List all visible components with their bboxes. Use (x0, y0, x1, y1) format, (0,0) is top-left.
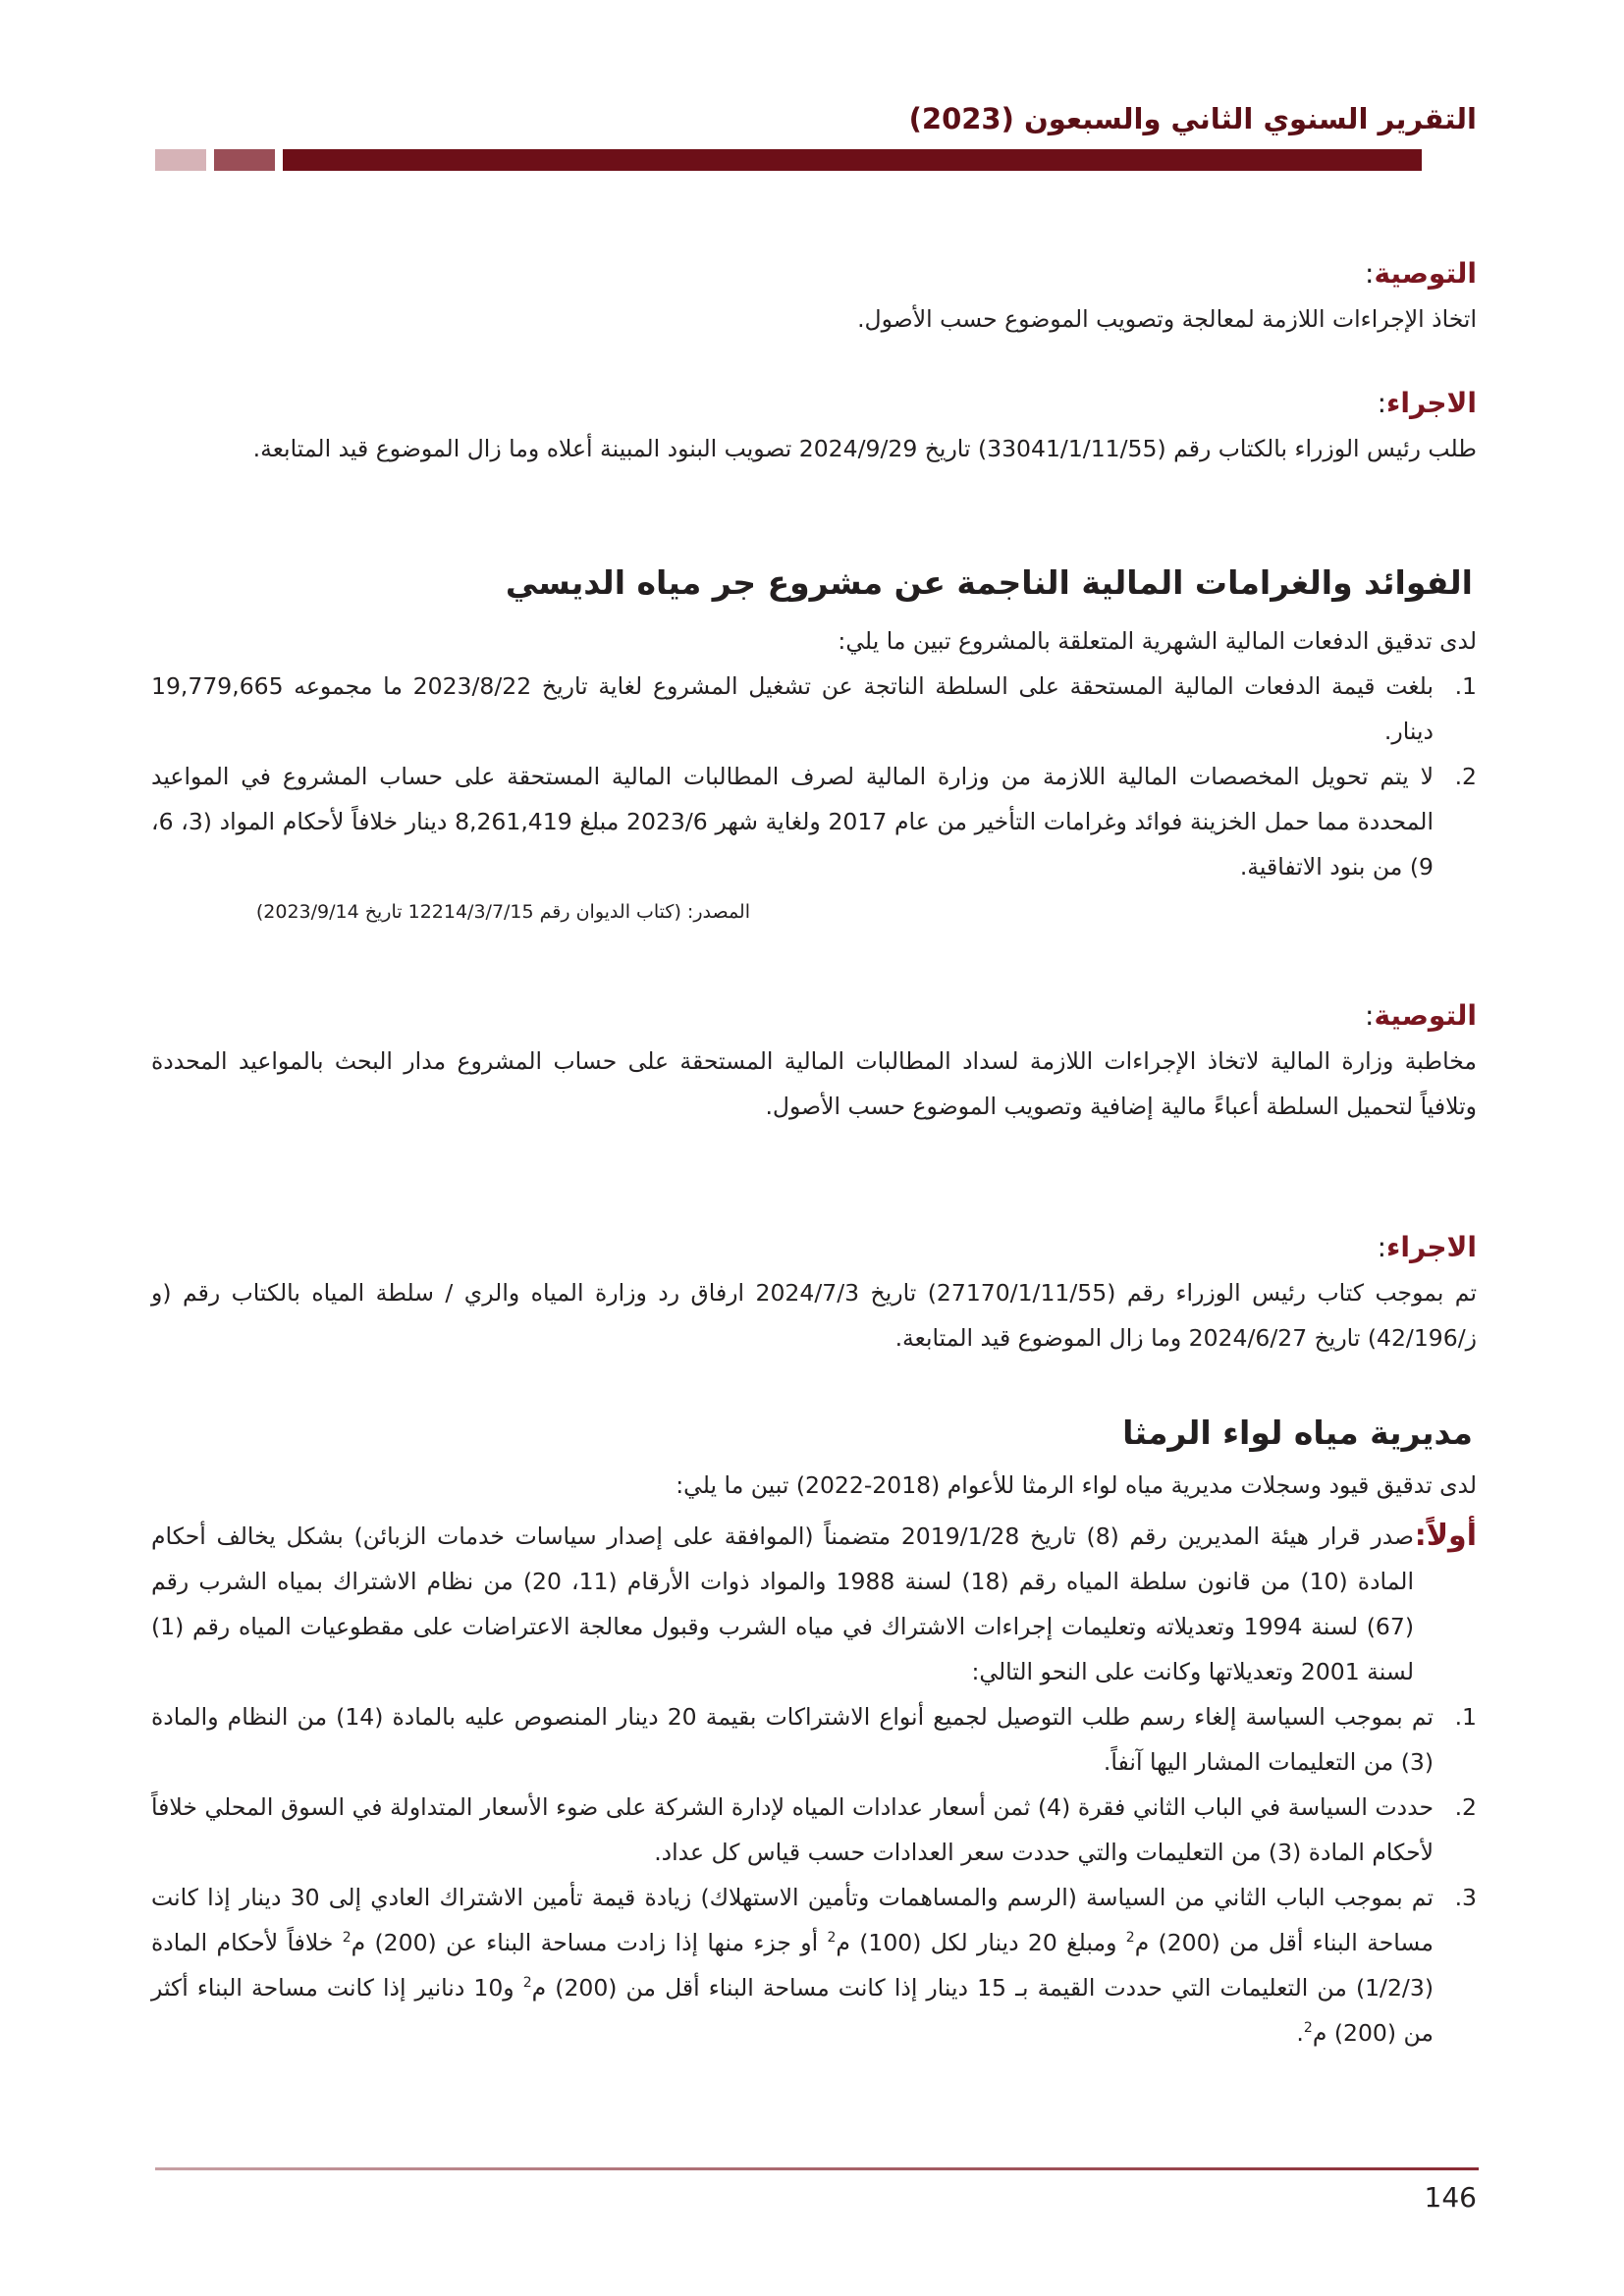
section-ramtha-item-2 (151, 1785, 1477, 1875)
action-1-text: طلب رئيس الوزراء بالكتاب رقم (33041/1/11/55) تاريخ 2024/9/29 تصويب البنود المبينة أعلاه وما زال الموضوع قيد المتابعة. (252, 435, 1477, 462)
recommendation-1-heading: التوصية (1374, 257, 1477, 290)
section-ramtha-item-3 (151, 1875, 1477, 2056)
page-number: 146 (1424, 2181, 1477, 2214)
header-bar-dark-segment (283, 149, 1422, 171)
header-bar-medium-segment (214, 149, 275, 171)
recommendation-2: التوصية: مخاطبة وزارة المالية لاتخاذ الإجراءات اللازمة لسداد المطالبات المالية المستحقة على حساب المشروع مدار البحث بالمواعيد المحددة وتلافياً لتحميل السلطة أعباءً مالية إضافية وتصويب الموضوع حسب الأصول. (151, 993, 1477, 1129)
item-text: تم بموجب الباب الثاني من السياسة (الرسم والمساهمات وتأمين الاستهلاك) زيادة قيمة تأمين الاشتراك العادي إلى 30 دينار إذا كانت مساحة البناء أقل من (200) م$^2$ ومبلغ 20 دينار لكل (100) م$^2$ أو جزء منها إذا زادت مساحة البناء عن (200) م$^2$ خلافاً لأحكام المادة (1/2/3) من التعليمات التي حددت القيمة بـ 15 دينار إذا كانت مساحة البناء أقل من (200) م$^2$ و10 دنانير إذا كانت مساحة البناء أكثر من (200) م$^2$. (151, 1884, 1434, 2047)
action-2: الاجراء: تم بموجب كتاب رئيس الوزراء رقم (27170/1/11/55) تاريخ 2024/7/3 ارفاق رد وزارة المياه والري / سلطة المياه بالكتاب رقم (و ز/42/196) تاريخ 2024/6/27 وما زال الموضوع قيد المتابعة. (151, 1225, 1477, 1361)
item-number: 3. (1454, 1884, 1477, 1911)
item-number: 2. (1454, 763, 1477, 790)
item-text: لا يتم تحويل المخصصات المالية اللازمة من وزارة المالية لصرف المطالبات المالية المستحقة على حساب المشروع في المواعيد المحددة مما حمل الخزينة فوائد وغرامات التأخير من عام 2017 ولغاية شهر 2023/6 مبلغ 8,261,419 دينار خلافاً لأحكام المواد (3، 6، 9) من بنود الاتفاقية. (151, 763, 1435, 881)
item-number: 1. (1454, 1703, 1477, 1731)
action-2-text: تم بموجب كتاب رئيس الوزراء رقم (27170/1/11/55) تاريخ 2024/7/3 ارفاق رد وزارة المياه والري / سلطة المياه بالكتاب رقم (و ز/42/196) تاريخ 2024/6/27 وما زال الموضوع قيد المتابعة. (151, 1279, 1477, 1352)
item-number: 1. (1454, 672, 1477, 700)
first-point-text: صدر قرار هيئة المديرين رقم (8) تاريخ 2019/1/28 متضمناً (الموافقة على إصدار سياسات خدمات الزبائن) بشكل يخالف أحكام المادة (10) من قانون سلطة المياه رقم (18) لسنة 1988 والمواد ذوات الأرقام (11، 20) من نظام الاشتراك بمياه الشرب رقم (67) لسنة 1994 وتعديلاته وتعليمات إجراءات الاشتراك في مياه الشرب وقبول معالجة الاعتراضات على مقطوعيات المياه رقم (1) لسنة 2001 وتعديلاتها وكانت على النحو التالي: (151, 1522, 1414, 1685)
section-disi-title: الفوائد والغرامات المالية الناجمة عن مشروع جر مياه الديسي (505, 563, 1473, 602)
section-disi-fees (151, 558, 1477, 927)
recommendation-2-text: مخاطبة وزارة المالية لاتخاذ الإجراءات اللازمة لسداد المطالبات المالية المستحقة على حساب المشروع مدار البحث بالمواعيد المحددة وتلافياً لتحميل السلطة أعباءً مالية إضافية وتصويب الموضوع حسب الأصول. (151, 1047, 1477, 1120)
item-text: حددت السياسة في الباب الثاني فقرة (4) ثمن أسعار عدادات المياه لإدارة الشركة على ضوء الأسعار المتداولة في السوق المحلي خلافاً لأحكام المادة (3) من التعليمات والتي حددت سعر العدادات حسب قياس كل عداد. (151, 1793, 1434, 1866)
section-disi-item-2 (151, 754, 1477, 889)
source-note: المصدر: (كتاب الديوان رقم 12214/3/7/15 تاريخ 2023/9/14) (255, 901, 750, 923)
item-number: 2. (1454, 1793, 1477, 1821)
footer-divider (155, 2167, 1479, 2170)
item-text: تم بموجب السياسة إلغاء رسم طلب التوصيل لجميع أنواع الاشتراكات بقيمة 20 دينار المنصوص عليه بالمادة (14) من النظام والمادة (3) من التعليمات المشار اليها آنفاً. (151, 1703, 1435, 1776)
action-1-heading: الاجراء (1386, 387, 1477, 419)
section-disi-intro: لدى تدقيق الدفعات المالية الشهرية المتعلقة بالمشروع تبين ما يلي: (838, 627, 1477, 655)
recommendation-1: التوصية: اتخاذ الإجراءات اللازمة لمعالجة وتصويب الموضوع حسب الأصول. (151, 251, 1477, 342)
header-decorative-bar (155, 149, 1422, 171)
header-bar-light-segment (155, 149, 206, 171)
section-ramtha-title: مديرية مياه لواء الرمثا (1122, 1414, 1473, 1452)
report-header-title: التقرير السنوي الثاني والسبعون (2023) (908, 102, 1477, 135)
item-text: بلغت قيمة الدفعات المالية المستحقة على السلطة الناتجة عن تشغيل المشروع لغاية تاريخ 2023/8/22 ما مجموعه 19,779,665 دينار. (151, 672, 1435, 745)
section-disi-item-1 (151, 664, 1477, 754)
section-ramtha-intro: لدى تدقيق قيود وسجلات مديرية مياه لواء الرمثا للأعوام (2018-2022) تبين ما يلي: (676, 1471, 1477, 1499)
section-ramtha-item-1 (151, 1694, 1477, 1785)
section-ramtha (151, 1408, 1477, 2056)
recommendation-2-heading: التوصية (1374, 999, 1477, 1032)
action-2-heading: الاجراء (1386, 1231, 1477, 1263)
first-point-lead: أولاً: (1414, 1519, 1477, 1553)
action-1: الاجراء: طلب رئيس الوزراء بالكتاب رقم (33041/1/11/55) تاريخ 2024/9/29 تصويب البنود المبينة أعلاه وما زال الموضوع قيد المتابعة. (151, 381, 1477, 471)
section-ramtha-first-point (151, 1514, 1477, 1694)
recommendation-1-text: اتخاذ الإجراءات اللازمة لمعالجة وتصويب الموضوع حسب الأصول. (857, 305, 1477, 333)
